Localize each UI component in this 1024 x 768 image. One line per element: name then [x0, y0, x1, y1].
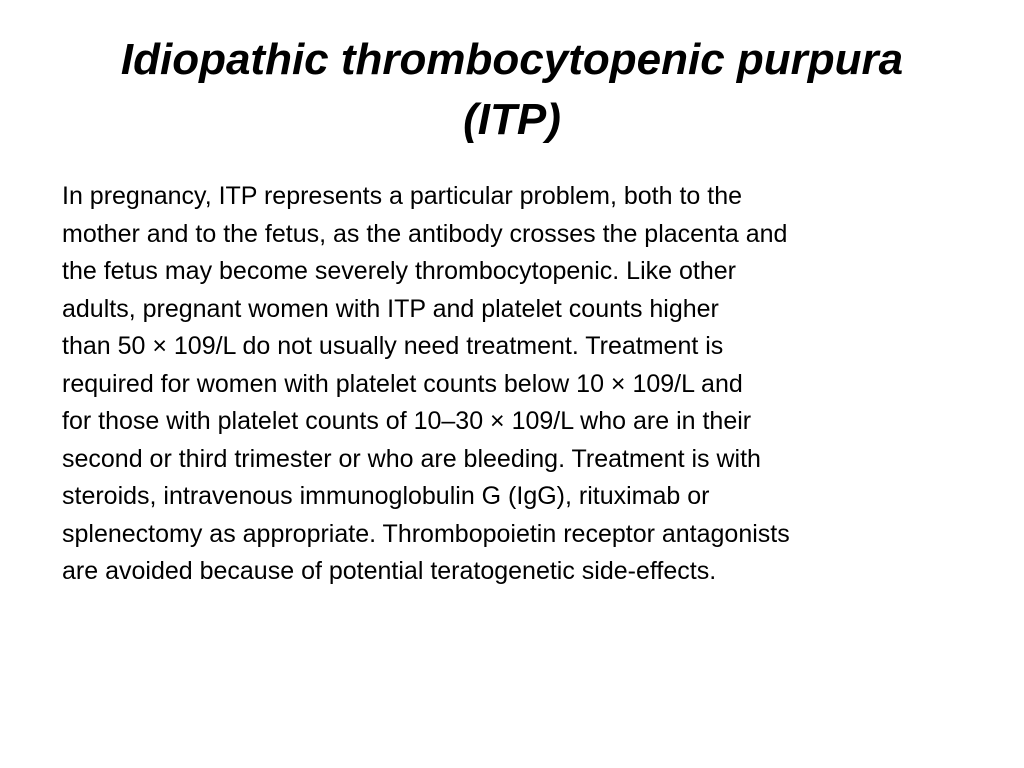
body-line: the fetus may become severely thrombocytopenic. Like other — [62, 257, 736, 285]
body-line: than 50 × 109/L do not usually need treatment. Treatment is — [62, 332, 724, 360]
slide-title-line-2: (ITP) — [463, 95, 561, 144]
slide-title — [40, 30, 984, 150]
body-line: for those with platelet counts of 10–30 × 109/L who are in their — [62, 407, 752, 435]
body-line: steroids, intravenous immunoglobulin G (IgG), rituximab or — [62, 482, 710, 510]
body-line: mother and to the fetus, as the antibody crosses the placenta and — [62, 219, 788, 248]
body-line: In pregnancy, ITP represents a particular problem, both to the — [62, 182, 743, 210]
body-line: are avoided because of potential teratogenetic side-effects. — [62, 557, 717, 585]
slide-title-line-1: Idiopathic thrombocytopenic purpura — [120, 35, 904, 84]
body-line: second or third trimester or who are bleeding. Treatment is with — [62, 444, 761, 473]
body-line: adults, pregnant women with ITP and platelet counts higher — [62, 294, 719, 323]
body-line: required for women with platelet counts below 10 × 109/L and — [62, 369, 743, 398]
body-paragraph — [62, 178, 962, 591]
body-line: splenectomy as appropriate. Thrombopoietin receptor antagonists — [62, 519, 790, 548]
